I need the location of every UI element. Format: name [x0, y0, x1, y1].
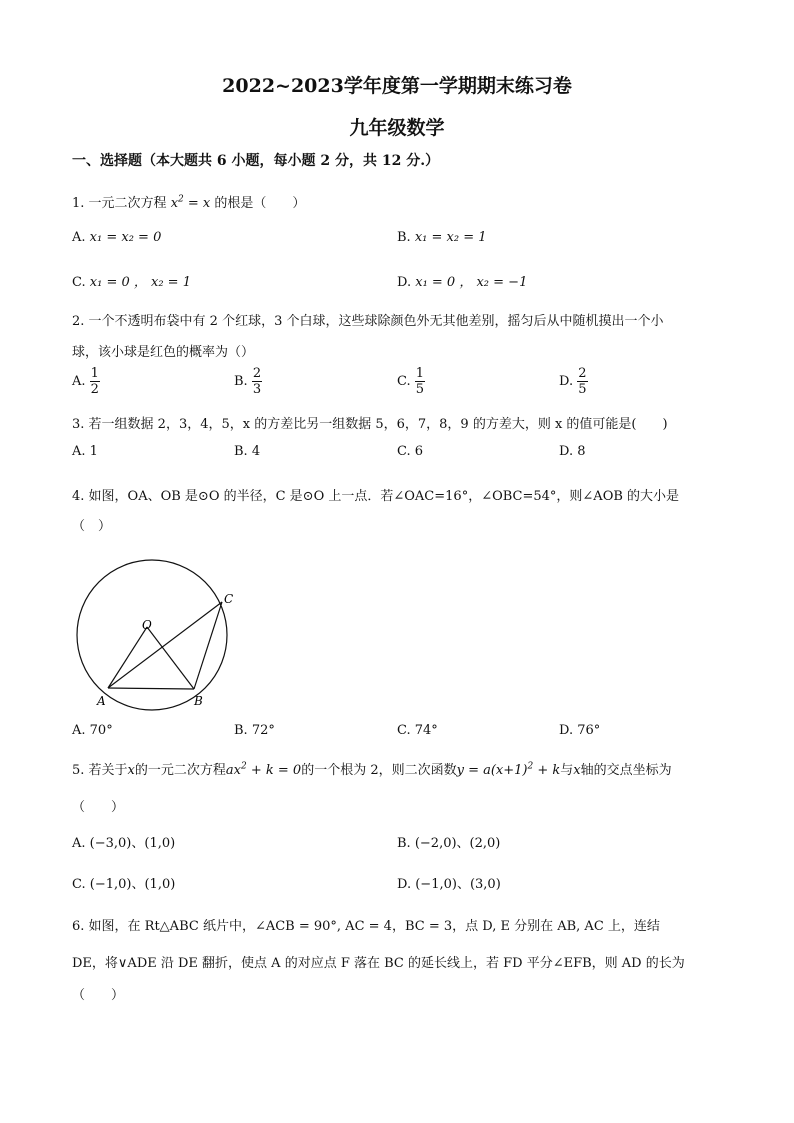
segment-oa — [108, 627, 147, 688]
q1-option-c-text: x₁ = 0 ， x₂ = 1 — [89, 275, 191, 290]
q2-option-c[interactable] — [397, 366, 425, 397]
q5-function: $y = a(x+1)^2 + k$ — [456, 761, 561, 778]
q4-stem-line2: （ ） — [72, 519, 112, 534]
q6-stem-line2: DE，将∨ADE 沿 DE 翻折，使点 A 的对应点 F 落在 BC 的延长线上，若 FD 平分∠EFB，则 AD 的长为 — [72, 956, 685, 971]
q5-text-a: 5. 若关于 — [72, 763, 128, 778]
q1-option-a-label: A. — [72, 230, 86, 245]
q4-option-d[interactable]: D. 76° — [559, 723, 601, 738]
q4-stem-line1: 4. 如图，OA、OB 是⊙O 的半径，C 是⊙O 上一点．若∠OAC=16°，∠OBC=54°，则∠AOB 的大小是 — [72, 489, 680, 504]
q5-option-b[interactable] — [397, 832, 500, 851]
q1-option-d-text: x₁ = 0 ， x₂ = −1 — [415, 275, 528, 290]
label-o: O — [142, 618, 152, 632]
q5-option-a[interactable] — [72, 832, 175, 851]
q2-option-d-label: D. — [559, 374, 574, 389]
q5-option-d-label: D. — [397, 877, 412, 892]
q1-equation: $x^2 = x$ — [170, 194, 211, 211]
section-heading: 一、选择题（本大题共 6 小题，每小题 2 分，共 12 分.） — [72, 153, 440, 169]
q5-option-a-text: (−3,0)、(1,0) — [89, 836, 176, 851]
q4-option-c[interactable]: C. 74° — [397, 723, 438, 738]
q4-option-a[interactable]: A. 70° — [72, 723, 113, 738]
q2-option-c-fraction: $\frac{1}{5}$ — [415, 366, 425, 397]
q2-option-d[interactable] — [559, 366, 588, 397]
q5-axis-x: x — [573, 763, 581, 778]
q1-option-b[interactable] — [397, 230, 487, 245]
q2-option-c-label: C. — [397, 374, 411, 389]
q4-circle-figure — [70, 555, 250, 715]
circle-o — [77, 560, 227, 710]
q5-option-a-label: A. — [72, 836, 86, 851]
label-a: A — [97, 694, 106, 708]
q3-option-b[interactable]: B. 4 — [234, 444, 261, 459]
q2-option-a-fraction: $\frac{1}{2}$ — [90, 366, 99, 397]
q5-option-b-text: (−2,0)、(2,0) — [414, 836, 501, 851]
q1-option-c-label: C. — [72, 275, 86, 290]
q1-stem-text-b: 的根是（ ） — [214, 196, 306, 211]
q3-option-d[interactable]: D. 8 — [559, 444, 586, 459]
q1-option-b-text: x₁ = x₂ = 1 — [414, 230, 487, 245]
q1-option-d[interactable] — [397, 271, 527, 290]
q5-equation: $ax^2 + k = 0$ — [225, 761, 302, 778]
q5-option-c-text: (−1,0)、(1,0) — [89, 877, 176, 892]
q6-stem-line1: 6. 如图，在 Rt△ABC 纸片中，∠ACB = 90°, AC = 4，BC = 3，点 D, E 分别在 AB, AC 上，连结 — [72, 919, 660, 934]
q2-stem-line1: 2. 一个不透明布袋中有 2 个红球，3 个白球，这些球除颜色外无其他差别，摇匀后从中随机摸出一个小 — [72, 314, 664, 329]
exam-subtitle: 九年级数学 — [349, 117, 445, 139]
q1-stem — [72, 192, 305, 211]
q2-option-d-fraction: $\frac{2}{5}$ — [578, 366, 587, 397]
q1-option-c[interactable] — [72, 271, 191, 290]
q1-option-a[interactable] — [72, 230, 161, 245]
q2-stem-line2: 球，该小球是红色的概率为（） — [72, 345, 255, 360]
q5-option-c[interactable] — [72, 873, 175, 892]
q5-text-d: 与 — [560, 763, 574, 778]
q5-option-d[interactable] — [397, 873, 501, 892]
q5-text-b: 的一元二次方程 — [134, 763, 226, 778]
label-b: B — [194, 694, 203, 708]
q1-stem-text-a: 1. 一元二次方程 — [72, 196, 167, 211]
segment-ab — [108, 688, 194, 689]
q4-option-b[interactable]: B. 72° — [234, 723, 275, 738]
q5-option-b-label: B. — [397, 836, 411, 851]
q5-text-e: 轴的交点坐标为 — [580, 763, 672, 778]
q1-option-b-label: B. — [397, 230, 411, 245]
q1-option-d-label: D. — [397, 275, 412, 290]
exam-title: 2022~2023学年度第一学期期末练习卷 — [222, 75, 572, 97]
q1-option-a-text: x₁ = x₂ = 0 — [89, 230, 162, 245]
q2-option-b-fraction: $\frac{2}{3}$ — [252, 366, 262, 397]
q3-option-a[interactable]: A. 1 — [72, 444, 98, 459]
q5-var-x: x — [127, 763, 135, 778]
q2-option-a-label: A. — [72, 374, 86, 389]
q5-text-c: 的一个根为 2，则二次函数 — [301, 763, 457, 778]
segment-ob — [147, 627, 194, 689]
q2-option-b-label: B. — [234, 374, 248, 389]
q5-stem-line1 — [72, 759, 672, 778]
q2-option-a[interactable] — [72, 366, 100, 397]
q5-stem-line2: （ ） — [72, 800, 125, 815]
q5-option-d-text: (−1,0)、(3,0) — [415, 877, 501, 892]
q6-stem-line3: （ ） — [72, 988, 125, 1003]
q3-stem: 3. 若一组数据 2，3，4，5，x 的方差比另一组数据 5，6，7，8，9 的方差大，则 x 的值可能是( ) — [72, 417, 668, 432]
segment-ac — [108, 602, 222, 688]
q2-option-b[interactable] — [234, 366, 262, 397]
segment-bc — [194, 602, 222, 689]
q5-option-c-label: C. — [72, 877, 86, 892]
label-c: C — [224, 592, 234, 606]
q3-option-c[interactable]: C. 6 — [397, 444, 424, 459]
